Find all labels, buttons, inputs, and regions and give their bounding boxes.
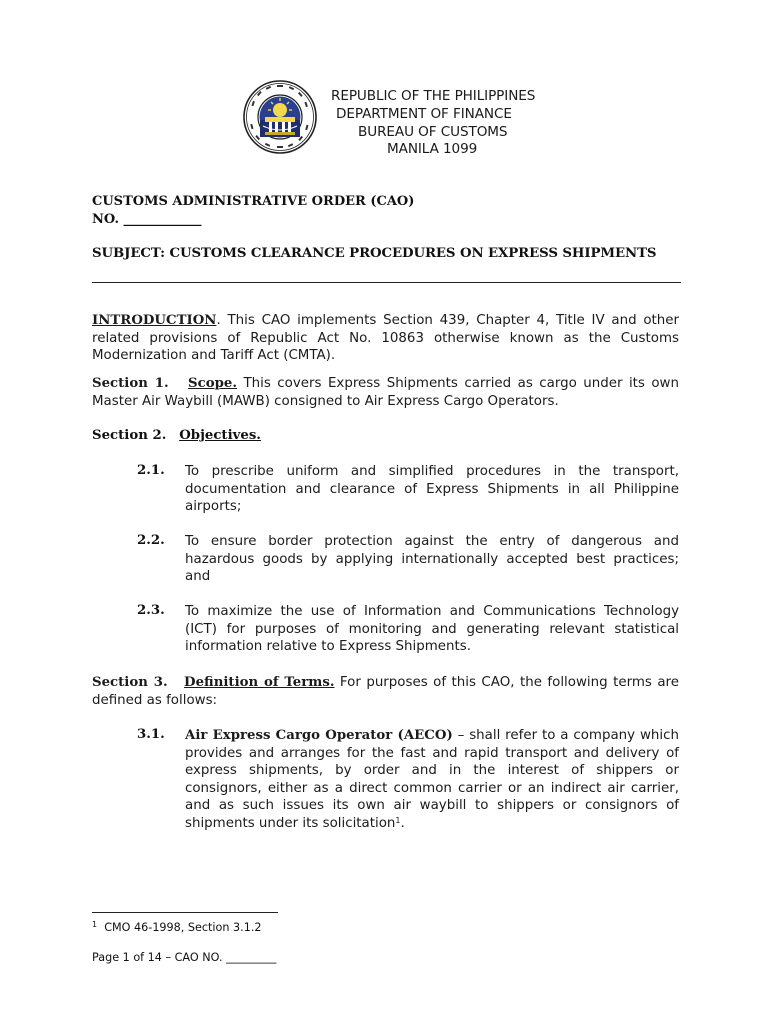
introduction-text: . This CAO implements Section 439, Chapter 4, Title IV and other related provisions of Republic Act No. 10863 otherwise known as the Customs Modernization and Tariff Act (CMTA). <box>92 313 679 363</box>
section-2-title: Objectives. <box>179 428 261 443</box>
cao-title: CUSTOMS ADMINISTRATIVE ORDER (CAO) <box>92 194 415 209</box>
introduction-paragraph <box>92 312 679 365</box>
section-3-text: For purposes of this CAO, the following terms are defined as follows: <box>92 675 679 708</box>
header-city: MANILA 1099 <box>387 141 478 157</box>
page-footer: Page 1 of 14 – CAO NO. _________ <box>92 951 277 964</box>
section-3-paragraph <box>92 674 679 709</box>
section-1-text: This covers Express Shipments carried as cargo under its own Master Air Waybill (MAWB) consigned to Air Express Cargo Operators. <box>92 376 679 409</box>
footnote-text: CMO 46-1998, Section 3.1.2 <box>104 921 262 934</box>
section-1-paragraph <box>92 375 679 410</box>
section-1-label: Section 1. <box>92 376 169 391</box>
cao-number: NO. ____________ <box>92 212 202 227</box>
footnote-divider <box>92 912 278 913</box>
section-3-title: Definition of Terms. <box>184 675 335 690</box>
header-department: DEPARTMENT OF FINANCE <box>336 106 512 122</box>
objective-2-3-number: 2.3. <box>137 603 165 618</box>
subject-line: SUBJECT: CUSTOMS CLEARANCE PROCEDURES ON EXPRESS SHIPMENTS <box>92 246 657 261</box>
definition-3-1-body: – shall refer to a company which provides and arranges for the fast and rapid transport and delivery of express shipments, by order and in the interest of shippers or consignors, either as a direct common carrier or an indirect air carrier, and as such issues its own air waybill to shippers or consignors of shipments under its solicitation <box>185 728 679 831</box>
title-divider <box>92 282 681 283</box>
section-2-label: Section 2. <box>92 428 167 443</box>
objective-2-1-number: 2.1. <box>137 463 165 478</box>
definition-3-1-text <box>185 727 679 832</box>
definition-3-1-term: Air Express Cargo Operator (AECO) <box>185 728 453 743</box>
footnote <box>92 921 262 934</box>
header-republic: REPUBLIC OF THE PHILIPPINES <box>331 88 536 104</box>
definition-3-1-end: . <box>400 815 405 831</box>
section-3-label: Section 3. <box>92 675 168 690</box>
objective-2-2-number: 2.2. <box>137 533 165 548</box>
objective-2-2-text: To ensure border protection against the entry of dangerous and hazardous goods by applying internationally accepted best practices; and <box>185 534 679 584</box>
definition-3-1-number: 3.1. <box>137 727 165 742</box>
header-bureau: BUREAU OF CUSTOMS <box>358 124 508 140</box>
section-2-heading <box>92 428 261 443</box>
introduction-heading: INTRODUCTION <box>92 313 217 328</box>
objective-2-1-text: To prescribe uniform and simplified procedures in the transport, documentation and clearance of Express Shipments in all Philippine airports; <box>185 464 679 514</box>
footnote-mark: 1 <box>92 920 98 929</box>
footnote-reference[interactable]: 1 <box>395 815 401 825</box>
section-1-title: Scope. <box>188 376 237 391</box>
objective-2-3-text: To maximize the use of Information and Communications Technology (ICT) for purposes of monitoring and generating relevant statistical information relative to Express Shipments. <box>185 604 679 654</box>
